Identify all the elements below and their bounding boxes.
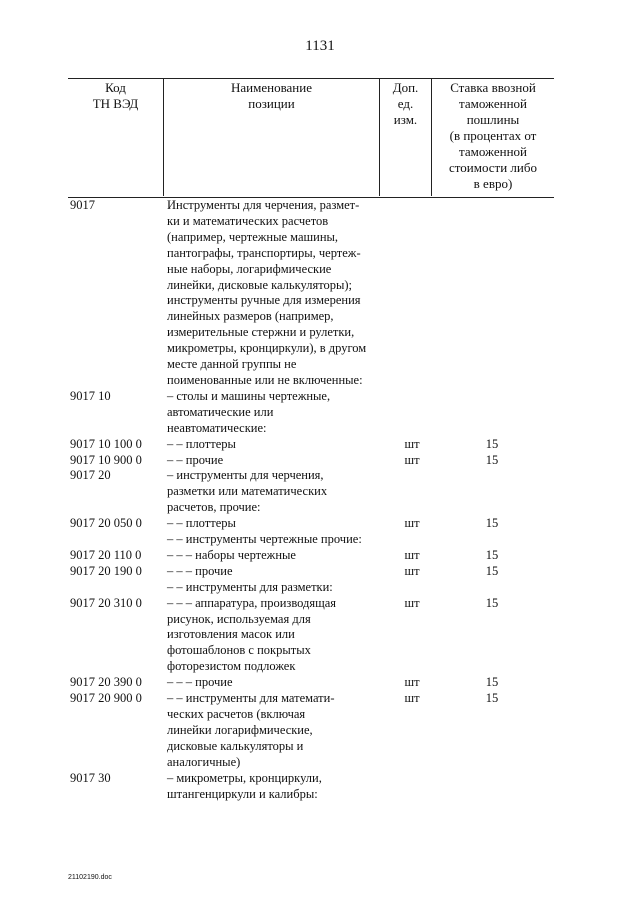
code-cell: 9017 20 190 0 xyxy=(70,563,142,578)
code-cell: 9017 20 390 0 xyxy=(70,675,142,690)
table-row xyxy=(0,580,640,596)
code-cell: 9017 20 xyxy=(70,468,111,483)
table-body xyxy=(0,198,640,802)
unit-cell: шт xyxy=(404,595,420,610)
table-row xyxy=(0,437,640,453)
table-row xyxy=(0,548,640,564)
name-cell: – – инструменты чертежные прочие: xyxy=(167,532,362,547)
code-cell: 9017 20 310 0 xyxy=(70,595,142,610)
rate-cell: 15 xyxy=(485,563,499,578)
rate-cell: 15 xyxy=(485,516,499,531)
rate-cell: 15 xyxy=(485,595,499,610)
file-name-footer: 21102190.doc xyxy=(68,874,112,881)
name-cell: – – инструменты для математи- ческих расчетов (включая линейки логарифмические, дисковые калькуляторы и аналогичные) xyxy=(167,691,335,769)
table-row xyxy=(0,596,640,676)
table-row xyxy=(0,516,640,532)
name-cell: – микрометры, кронциркули, штангенциркули и калибры: xyxy=(167,770,322,801)
name-cell: – – – прочие xyxy=(167,675,233,690)
table-row xyxy=(0,453,640,469)
name-cell: – – плоттеры xyxy=(167,436,236,451)
name-cell: – – прочие xyxy=(167,452,224,467)
name-cell: – – инструменты для разметки: xyxy=(167,579,333,594)
unit-cell: шт xyxy=(404,547,420,562)
name-cell: Инструменты для черчения, размет- ки и математических расчетов (например, чертежные машины, пантографы, транспортиры, чертеж- ные наборы, логарифмические линейки, дисковые калькуляторы); инструменты ручные для измерения линейных размеров (например, измерительные стержни и рулетки, микрометры, кронциркули), в другом месте данной группы не поименованные или не включенные: xyxy=(167,198,367,387)
table-row xyxy=(0,532,640,548)
code-cell: 9017 10 900 0 xyxy=(70,452,142,467)
unit-cell: шт xyxy=(404,691,420,706)
rate-cell: 15 xyxy=(485,452,499,467)
header-name: Наименование позиции xyxy=(231,80,312,111)
name-cell: – инструменты для черчения, разметки или математических расчетов, прочие: xyxy=(167,468,328,515)
rate-cell: 15 xyxy=(485,547,499,562)
table-row xyxy=(0,691,640,771)
table-row xyxy=(0,389,640,437)
header-code: Код ТН ВЭД xyxy=(92,80,139,111)
name-cell: – – – аппаратура, производящая рисунок, используемая для изготовления масок или фотошаблонов с покрытых фоторезистом подложек xyxy=(167,595,337,674)
header-unit: Доп. ед. изм. xyxy=(392,80,419,127)
rate-cell: 15 xyxy=(485,691,499,706)
page-number: 1131 xyxy=(305,38,335,54)
code-cell: 9017 20 110 0 xyxy=(70,547,142,562)
name-cell: – – – прочие xyxy=(167,563,233,578)
unit-cell: шт xyxy=(404,516,420,531)
table-row xyxy=(0,771,640,803)
code-cell: 9017 xyxy=(70,198,95,212)
table-row xyxy=(0,675,640,691)
code-cell: 9017 10 100 0 xyxy=(70,436,142,451)
name-cell: – столы и машины чертежные, автоматические или неавтоматические: xyxy=(167,388,331,435)
unit-cell: шт xyxy=(404,436,420,451)
unit-cell: шт xyxy=(404,452,420,467)
table-row xyxy=(0,198,640,389)
rate-cell: 15 xyxy=(485,675,499,690)
rate-cell: 15 xyxy=(485,436,499,451)
name-cell: – – плоттеры xyxy=(167,516,236,531)
code-cell: 9017 10 xyxy=(70,388,111,403)
unit-cell: шт xyxy=(404,675,420,690)
unit-cell: шт xyxy=(404,563,420,578)
name-cell: – – – наборы чертежные xyxy=(167,547,296,562)
header-rate: Ставка ввозной таможенной пошлины (в процентах от таможенной стоимости либо в евро) xyxy=(448,80,537,191)
code-cell: 9017 30 xyxy=(70,770,111,785)
code-cell: 9017 20 050 0 xyxy=(70,516,142,531)
code-cell: 9017 20 900 0 xyxy=(70,691,142,706)
table-row xyxy=(0,468,640,516)
table-row xyxy=(0,564,640,580)
